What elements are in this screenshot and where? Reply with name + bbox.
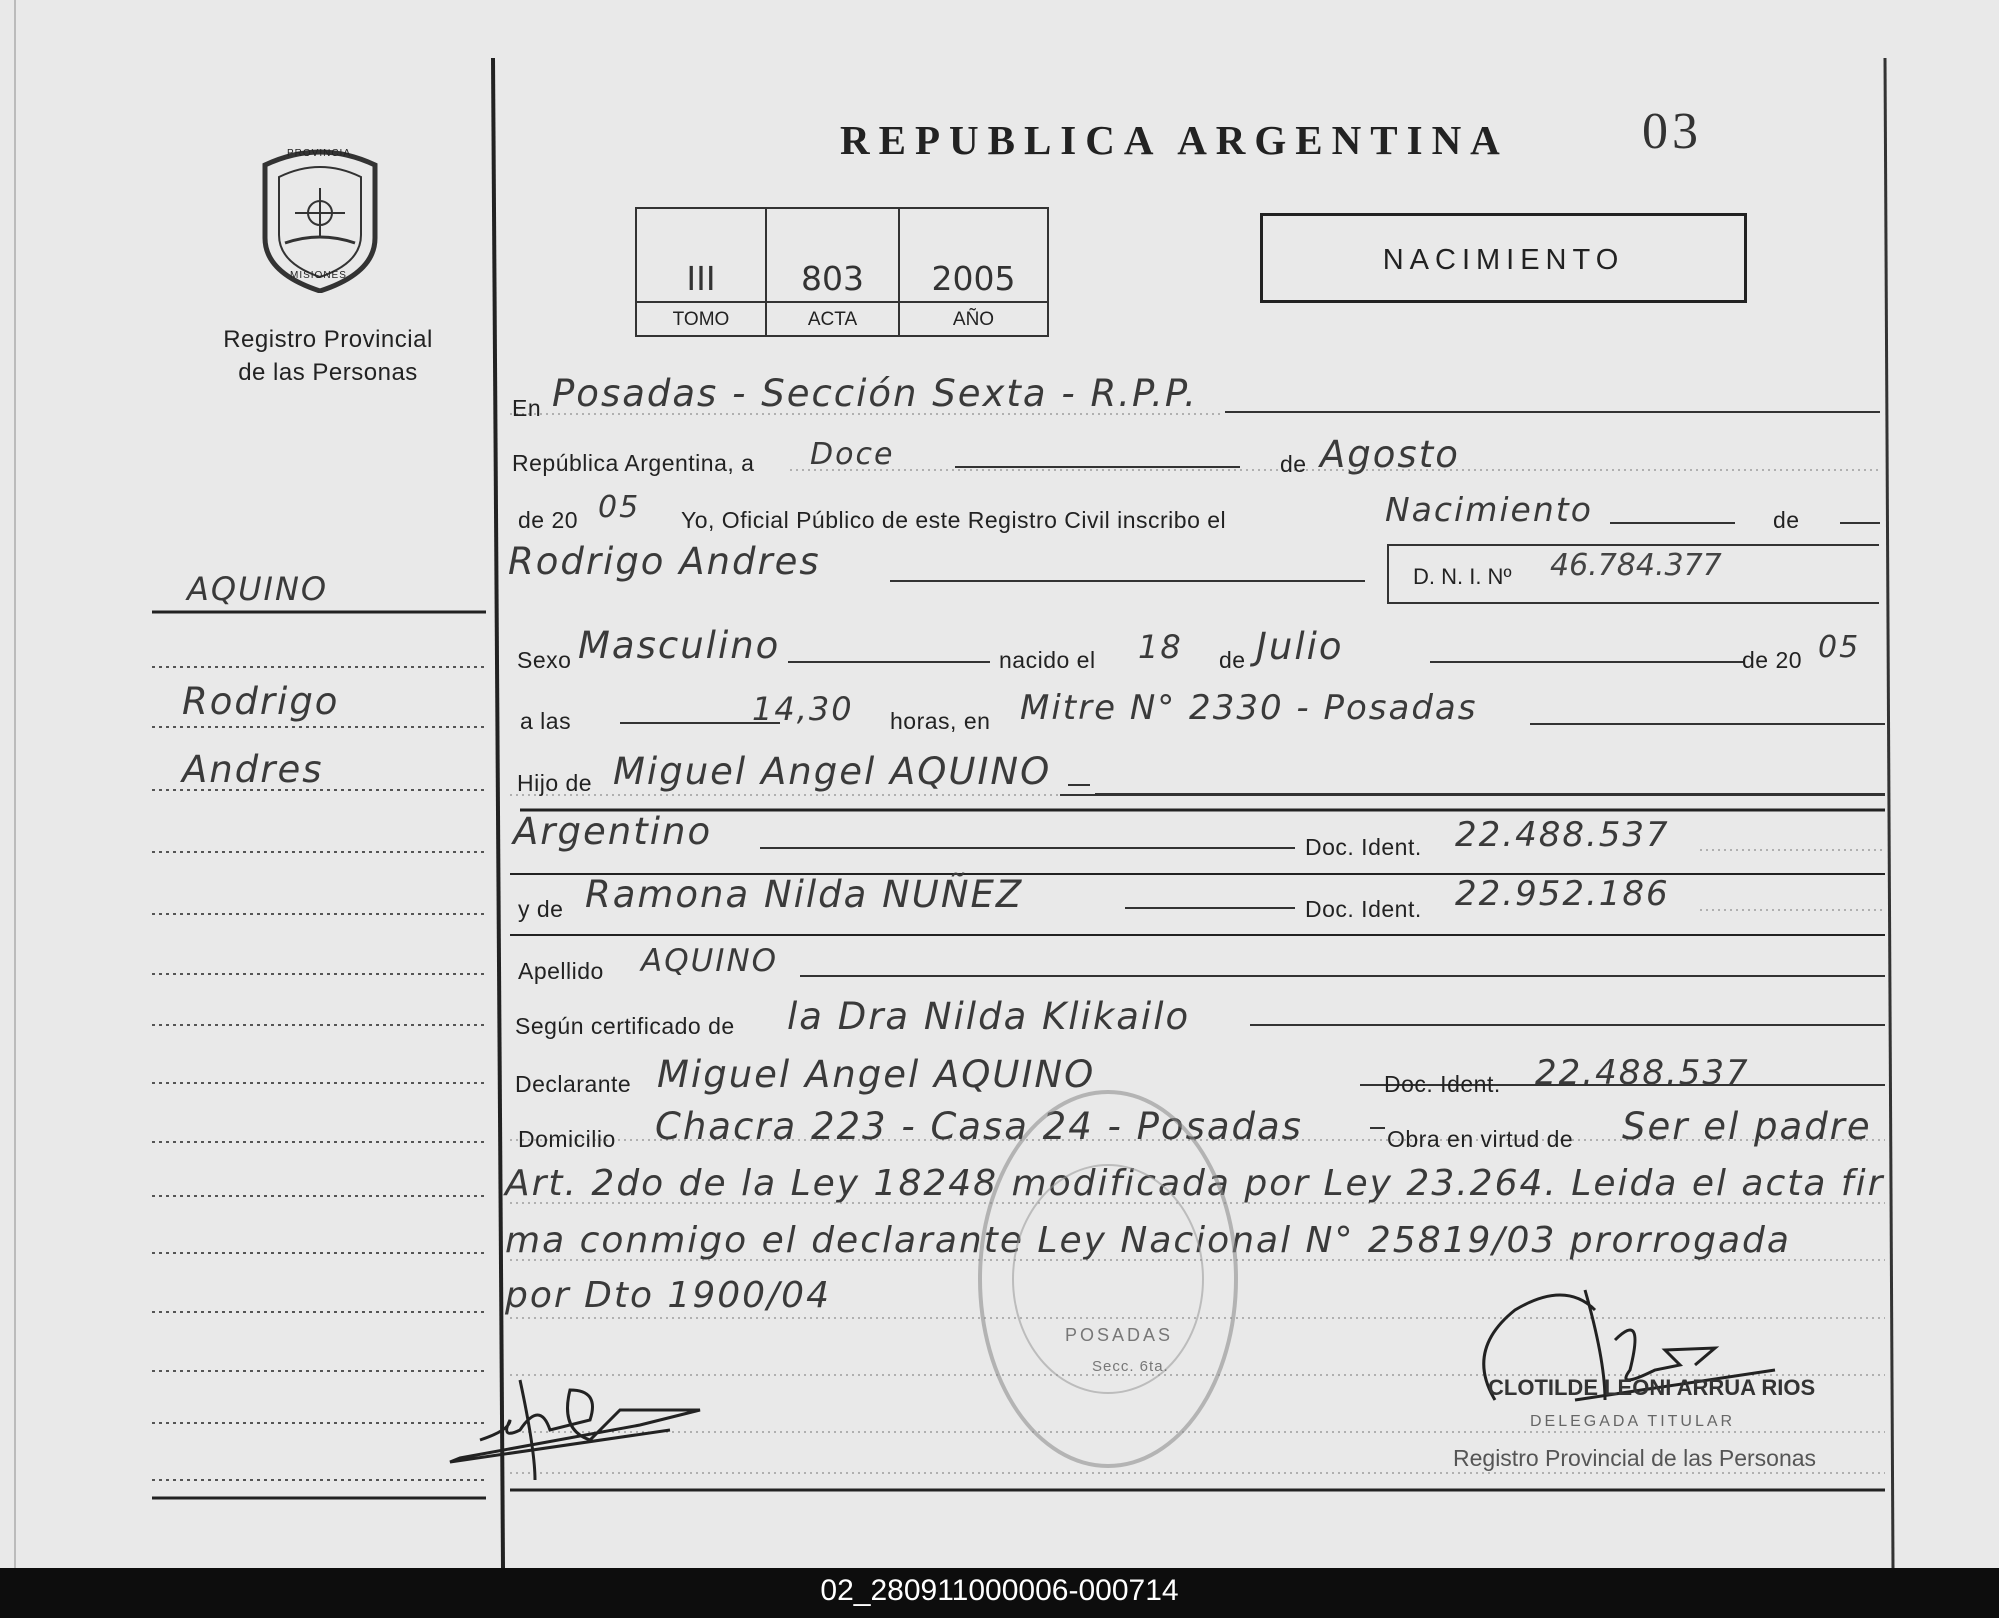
birth-year-prefix: de 20: [1742, 647, 1803, 673]
stamp-city: POSADAS: [1065, 1325, 1174, 1345]
father-doc-value: 22.488.537: [1455, 815, 1670, 855]
tomo-value: III: [686, 259, 716, 298]
declarante-doc-value: 22.488.537: [1535, 1053, 1750, 1093]
declarante-label: Declarante: [515, 1071, 632, 1097]
mother-doc-value: 22.952.186: [1455, 874, 1670, 914]
birth-day-value: 18: [1138, 628, 1183, 666]
de-label: de: [1280, 451, 1307, 477]
mother-doc-label: Doc. Ident.: [1305, 896, 1422, 922]
father-doc-label: Doc. Ident.: [1305, 834, 1422, 860]
country-title: REPUBLICA ARGENTINA: [840, 117, 1509, 163]
registry-line-2: de las Personas: [238, 359, 418, 386]
official-stamp: [978, 1090, 1238, 1468]
declarante-doc-label: Doc. Ident.: [1384, 1071, 1501, 1097]
stamp-section: Secc. 6ta.: [1092, 1358, 1169, 1375]
obra-label: Obra en virtud de: [1387, 1126, 1574, 1152]
official-name: CLOTILDE LEONI ARRUA RIOS: [1488, 1375, 1816, 1400]
acta-label: ACTA: [767, 301, 898, 331]
sexo-label: Sexo: [517, 647, 572, 673]
anio-cell: [900, 209, 1047, 337]
segun-label: Según certificado de: [515, 1013, 735, 1039]
father-nationality-value: Argentino: [513, 810, 713, 853]
birth-year-value: 05: [1818, 630, 1861, 665]
en-label: En: [512, 395, 542, 421]
yo-text: Yo, Oficial Público de este Registro Civil inscribo el: [681, 507, 1227, 533]
notes-line-3: por Dto 1900/04: [505, 1275, 831, 1316]
anio-value: 2005: [931, 259, 1016, 298]
footer-code: 02_280911000006-000714: [820, 1574, 1179, 1607]
tomo-cell: [637, 209, 767, 337]
place-value: Posadas - Sección Sexta - R.P.P.: [552, 372, 1198, 415]
father-value: Miguel Angel AQUINO: [613, 750, 1052, 793]
anio-label: AÑO: [900, 301, 1047, 331]
official-title: DELEGADA TITULAR: [1530, 1413, 1736, 1430]
de-label-2: de: [1773, 507, 1800, 533]
year-value: 05: [598, 490, 641, 525]
inscribe-value: Nacimiento: [1385, 490, 1593, 529]
footer-bar: [0, 1568, 1999, 1618]
margin-given-name-2: Andres: [182, 748, 324, 791]
hijo-label: Hijo de: [517, 770, 593, 796]
horas-label: horas, en: [890, 708, 991, 734]
record-table: [635, 207, 1049, 337]
month-value: Agosto: [1320, 433, 1460, 476]
day-value: Doce: [810, 437, 895, 472]
declarante-signature-icon: [440, 1330, 840, 1510]
nacido-label: nacido el: [999, 647, 1096, 673]
dni-label: D. N. I. Nº: [1413, 564, 1512, 589]
obra-value: Ser el padre: [1622, 1105, 1872, 1148]
seal-top-text: PROVINCIA: [287, 148, 352, 159]
y-de-label: y de: [518, 896, 564, 922]
dni-value: 46.784.377: [1550, 548, 1722, 583]
margin-surname: AQUINO: [187, 570, 329, 608]
hour-value: 14,30: [752, 690, 854, 728]
apellido-value: AQUINO: [641, 943, 779, 979]
domicilio-label: Domicilio: [518, 1126, 616, 1152]
de-label-3: de: [1219, 647, 1246, 673]
registered-name-value: Rodrigo Andres: [508, 540, 821, 583]
registry-name: [192, 323, 464, 389]
birthplace-value: Mitre N° 2330 - Posadas: [1020, 688, 1478, 728]
mother-value: Ramona Nilda NUÑEZ: [585, 873, 1024, 916]
republica-label: República Argentina, a: [512, 450, 755, 476]
official-registry: Registro Provincial de las Personas: [1453, 1445, 1817, 1471]
domicilio-value: Chacra 223 - Casa 24 - Posadas: [655, 1105, 1303, 1148]
page-number: 03: [1642, 103, 1702, 160]
record-type-box: NACIMIENTO: [1260, 213, 1747, 303]
margin-given-name-1: Rodrigo: [182, 680, 340, 723]
birth-month-value: Julio: [1256, 625, 1344, 668]
sexo-value: Masculino: [578, 624, 781, 667]
notes-line-1: Art. 2do de la Ley 18248 modificada por Ley 23.264. Leida el acta fir: [505, 1163, 1885, 1204]
apellido-label: Apellido: [518, 958, 604, 984]
tomo-label: TOMO: [637, 301, 765, 331]
declarante-value: Miguel Angel AQUINO: [657, 1053, 1096, 1096]
year-prefix-label: de 20: [518, 507, 579, 533]
seal-bottom-text: MISIONES: [290, 270, 347, 281]
acta-cell: [767, 209, 900, 337]
a-las-label: a las: [520, 708, 572, 734]
certifier-value: la Dra Nilda Klikailo: [787, 995, 1191, 1038]
registry-line-1: Registro Provincial: [223, 326, 433, 353]
acta-value: 803: [801, 259, 864, 298]
notes-line-2: ma conmigo el declarante Ley Nacional N° 25819/03 prorrogada: [505, 1220, 1791, 1261]
